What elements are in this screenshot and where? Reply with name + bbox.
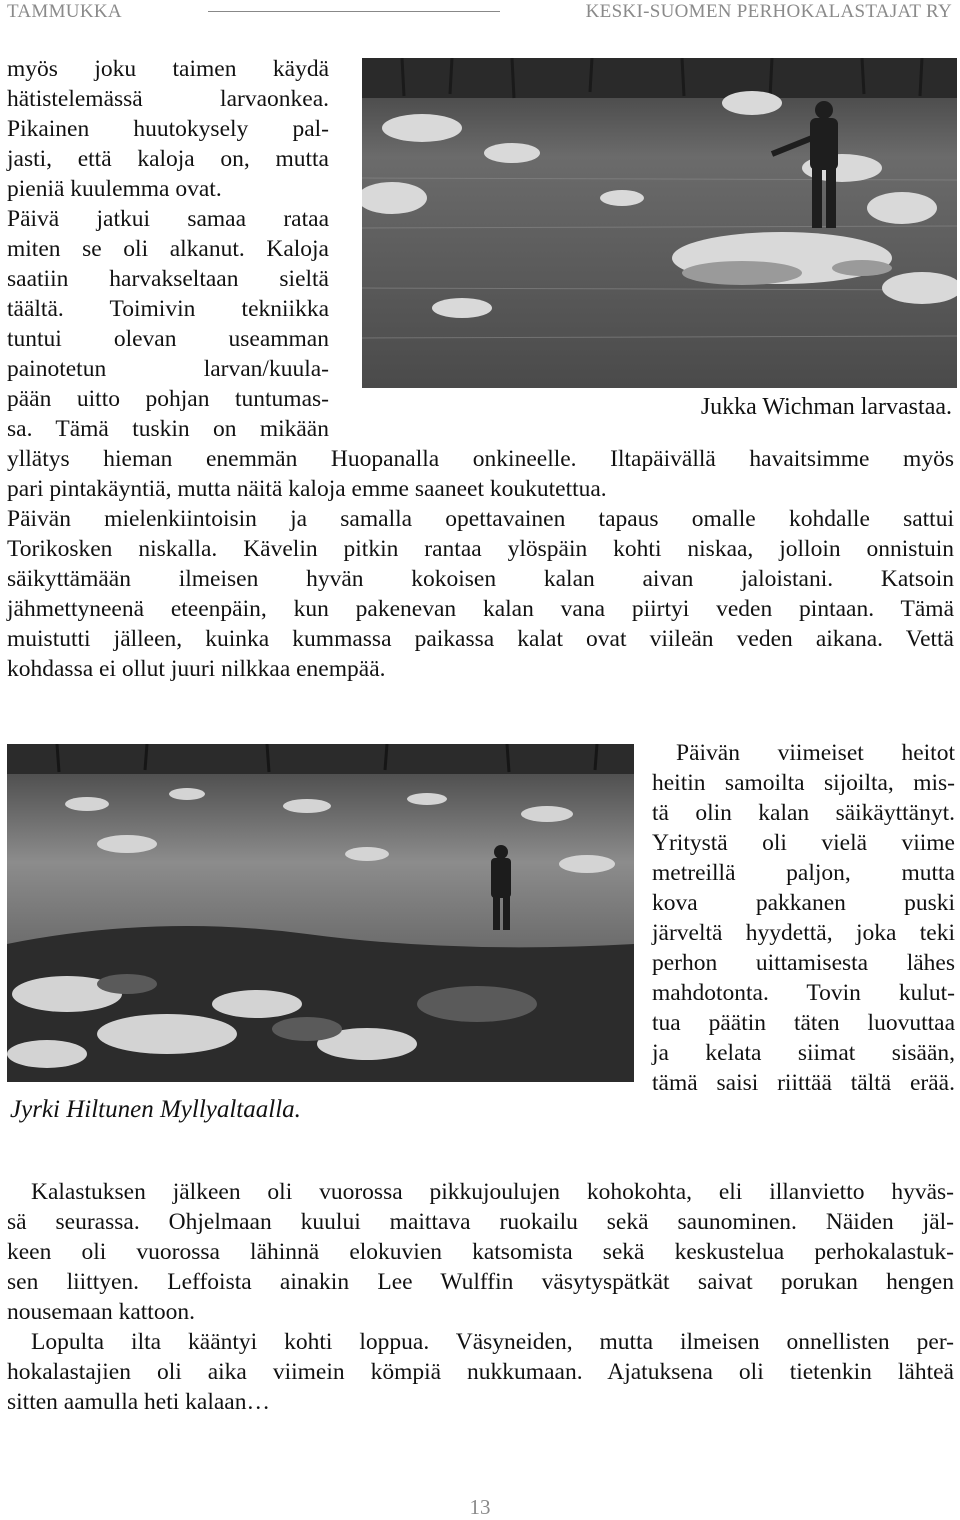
text-line: keen oli vuorossa lähinnä elokuvien katsomista sekä keskustelua perhokalastuk- [7,1239,954,1265]
bottom-photo-caption: Jyrki Hiltunen Myllyaltaalla. [10,1096,301,1123]
top-photo-caption: Jukka Wichman larvastaa. [700,394,952,420]
photo-angler-river [362,58,957,388]
text-line: muistutti jälleen, kuinka kummassa paikassa kalat ovat viileän veden aikana. Vettä [7,626,954,652]
text-line: järveltä hyydettä, joka teki [652,920,955,946]
text-line: pieniä kuulemma ovat. [7,176,222,202]
text-line: hokalastajien oli aika viimein kömpiä nukkumaan. Ajatuksena oli tietenkin lähteä [7,1359,954,1385]
text-line: sen liittyen. Leffoista ainakin Lee Wulffin väsytyspätkät saivat porukan hengen [7,1269,954,1295]
text-line: ja kelata siimat sisään, [652,1040,955,1066]
text-line: metreillä paljon, mutta [652,860,955,886]
top-left-column [7,54,329,444]
bottom-full-text [7,1177,954,1417]
text-line: kohdassa ei ollut juuri nilkkaa enempää. [7,656,386,682]
text-line: täältä. Toimivin tekniikka [7,296,329,322]
text-line: kova pakkanen puski [652,890,955,916]
text-line: tua päätin täten luovuttaa [652,1010,955,1036]
text-line: Yritystä oli vielä viime [652,830,955,856]
text-line: Päivän viimeiset heitot [676,740,955,766]
text-line: Päivä jatkui samaa rataa [7,206,329,232]
text-line: heitin samoilta sijoilta, mis- [652,770,955,796]
top-full-text [7,444,954,684]
header-organization-name: KESKI-SUOMEN PERHOKALASTAJAT RY [585,1,952,22]
text-line: Kalastuksen jälkeen oli vuorossa pikkujoulujen kohokohta, eli illanvietto hyväs- [31,1179,954,1205]
text-line: Lopulta ilta kääntyi kohti loppua. Väsyneiden, mutta ilmeisen onnellisten per- [31,1329,954,1355]
text-line: jasti, että kaloja on, mutta [7,146,329,172]
text-line: tämä saisi riittää tältä erää. [652,1070,955,1096]
text-line: Torikosken niskalla. Kävelin pitkin rantaa ylöspäin kohti niskaa, jolloin onnistuin [7,536,954,562]
text-line: myös joku taimen käydä [7,56,329,82]
text-line: nousemaan kattoon. [7,1299,195,1325]
text-line: tuntui olevan useamman [7,326,329,352]
text-line: jähmettyneenä eteenpäin, kun pakenevan kalan vana piirtyi veden pintaan. Tämä [7,596,954,622]
header-publication-name: TAMMUKKA [7,1,122,22]
text-line: sitten aamulla heti kalaan… [7,1389,270,1415]
text-line: miten se oli alkanut. Kaloja [7,236,329,262]
text-line: Päivän mielenkiintoisin ja samalla opettavainen tapaus omalle kohdalle sattui [7,506,954,532]
text-line: perhon uittamisesta lähes [652,950,955,976]
text-line: tä olin kalan säikäyttänyt. [652,800,955,826]
text-line: säikyttämään ilmeisen hyvän kokoisen kalan aivan jaloistani. Katsoin [7,566,954,592]
text-line: pari pintakäyntiä, mutta näitä kaloja emme saaneet koukutettua. [7,476,607,502]
mid-right-column [652,738,955,1098]
text-line: sä seurassa. Ohjelmaan kuului maittava ruokailu sekä saunominen. Näiden jäl- [7,1209,954,1235]
text-line: hätistelemässä larvaonkea. [7,86,329,112]
text-line: mahdotonta. Tovin kulut- [652,980,955,1006]
text-line: sa. Tämä tuskin on mikään [7,416,329,442]
text-line: yllätys hieman enemmän Huopanalla onkineelle. Iltapäivällä havaitsimme myös [7,446,954,472]
photo-angler-river-image [362,58,957,388]
page-number: 13 [469,1495,491,1519]
text-line: pään uitto pohjan tuntumas- [7,386,329,412]
photo-angler-rapids-image [7,744,634,1082]
photo-angler-rapids [7,744,634,1082]
text-line: saatiin harvakseltaan sieltä [7,266,329,292]
text-line: painotetun larvan/kuula- [7,356,329,382]
header-rule [208,11,500,12]
text-line: Pikainen huutokysely pal- [7,116,329,142]
